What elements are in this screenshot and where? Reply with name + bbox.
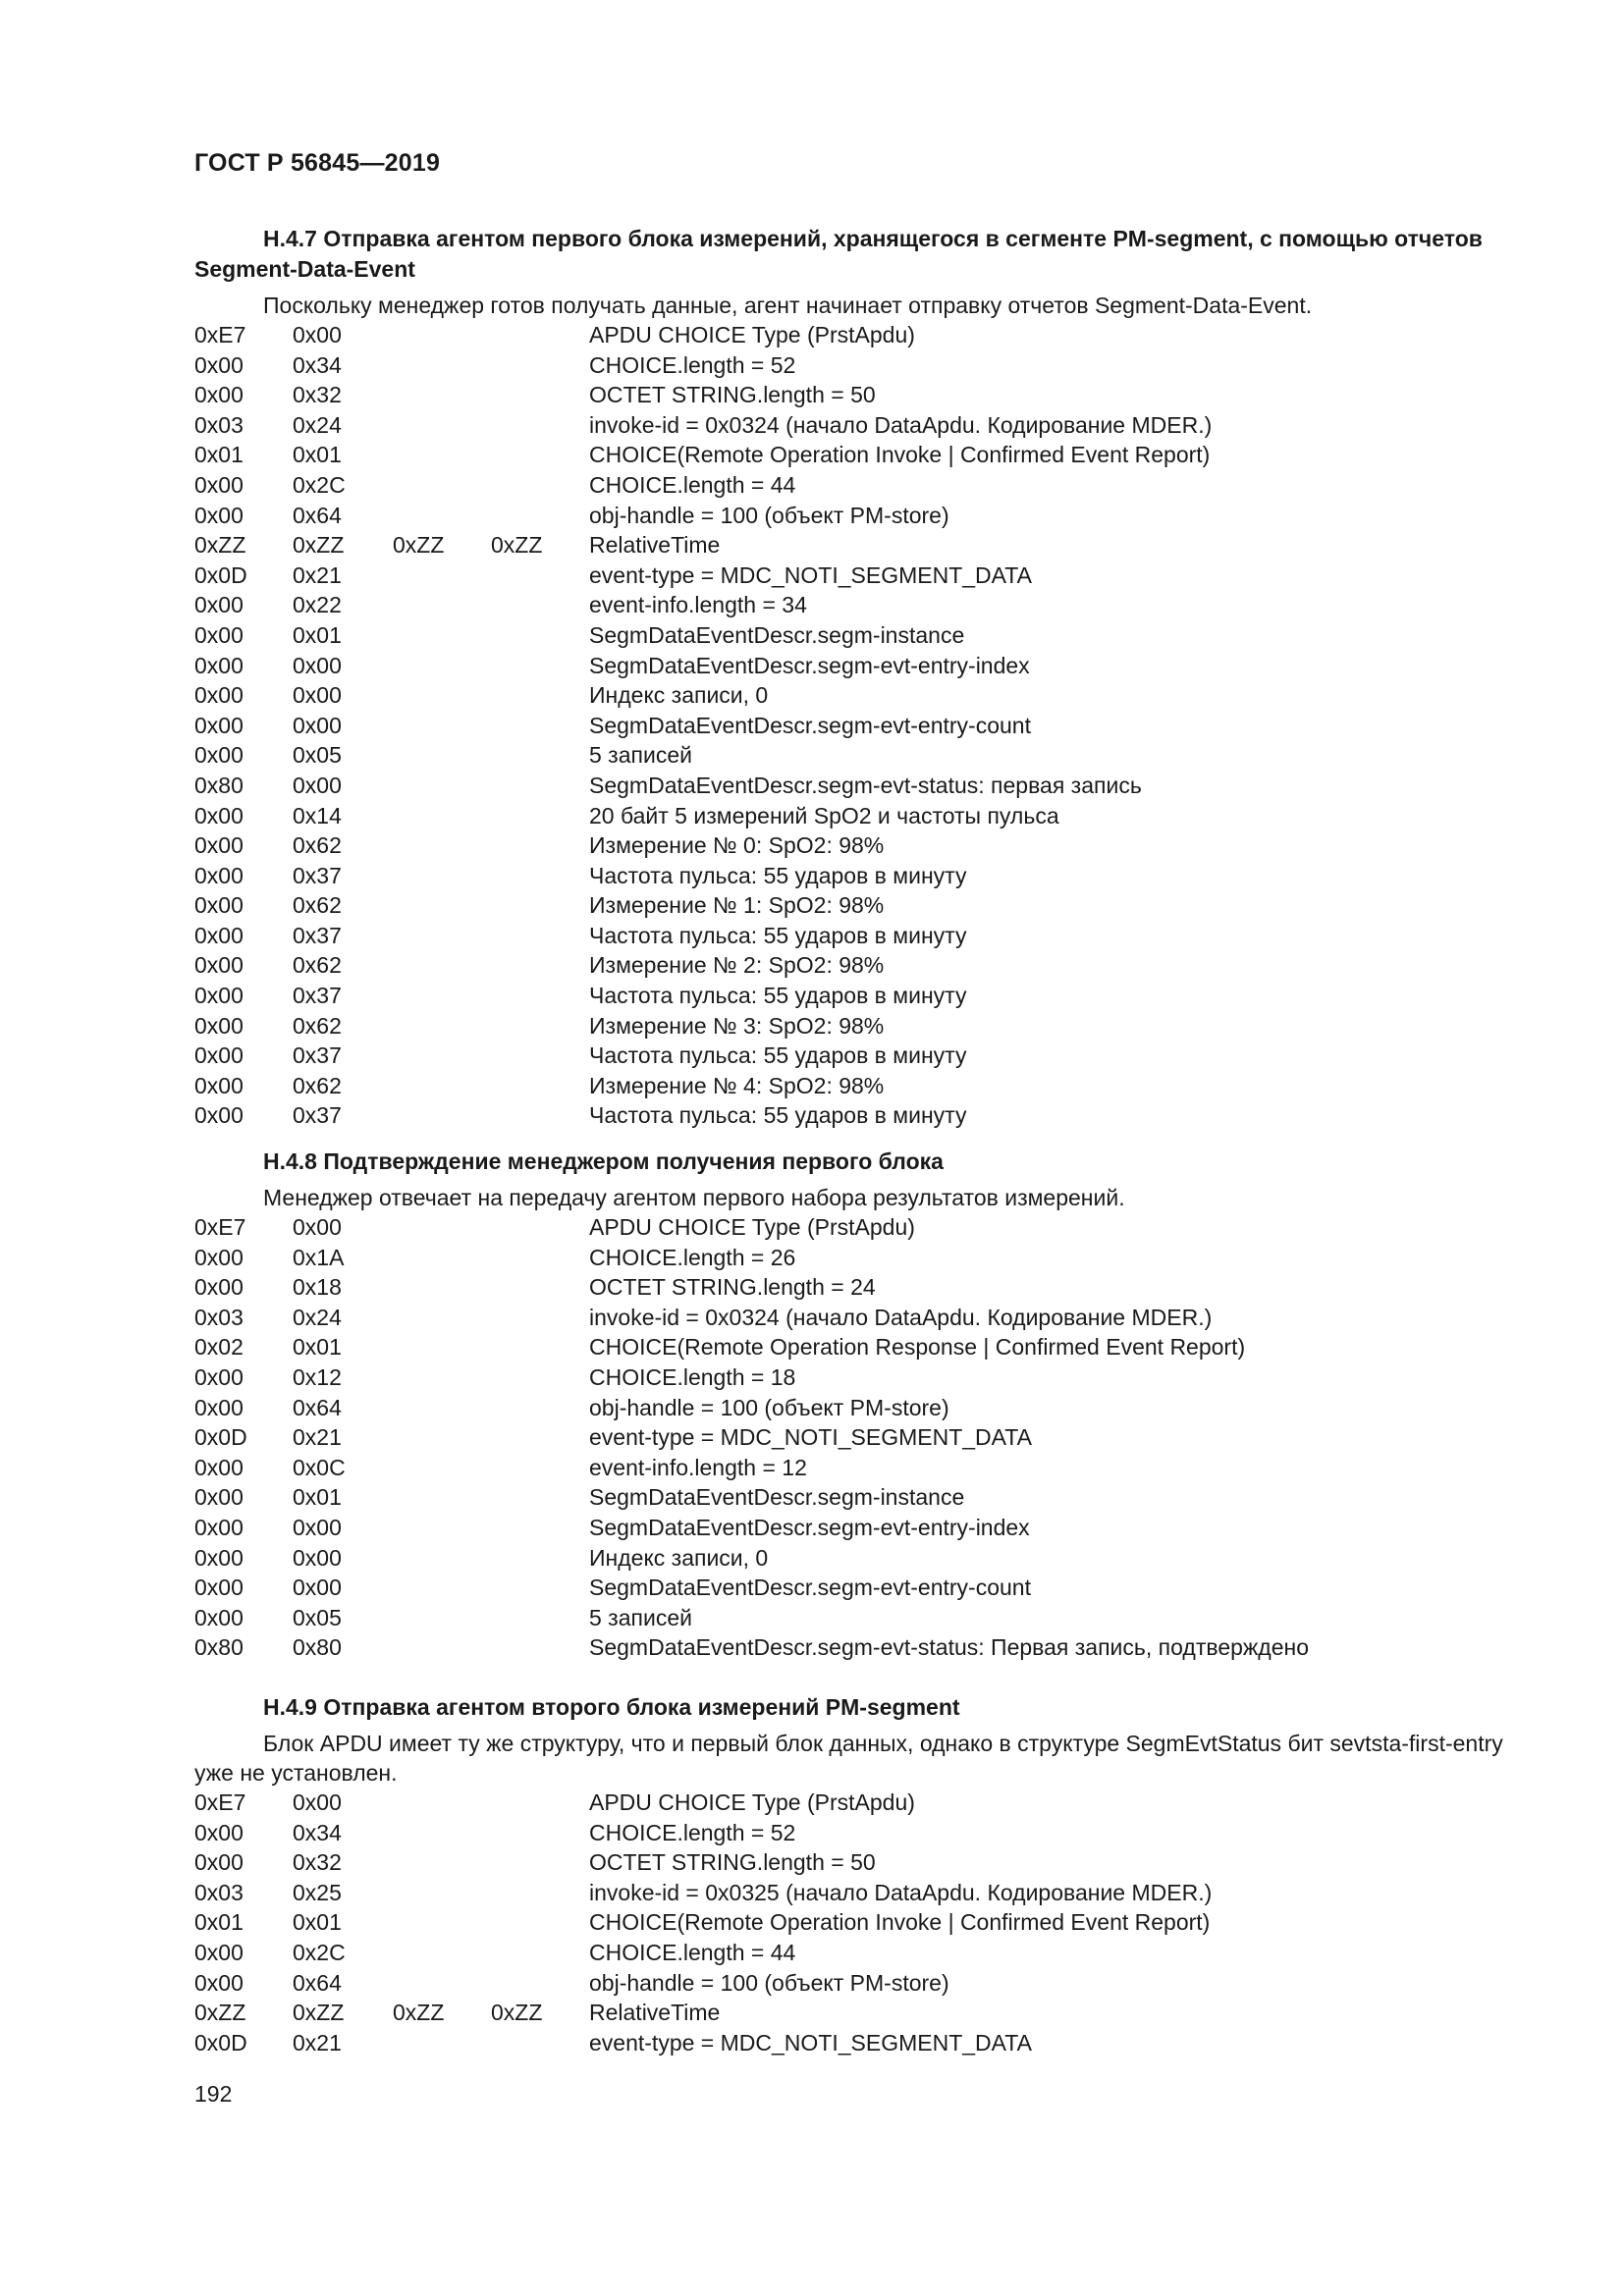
byte-value: 0x62: [293, 1072, 342, 1098]
byte-description: SegmDataEventDescr.segm-evt-entry-count: [589, 1575, 1031, 1601]
section-heading: H.4.9 Отправка агентом второго блока измерений PM-segment: [263, 1694, 960, 1720]
byte-value: 0x01: [194, 442, 244, 468]
byte-value: 0x62: [293, 952, 342, 979]
byte-row: [194, 1907, 1530, 1938]
section-intro: Менеджер отвечает на передачу агентом первого набора результатов измерений.: [263, 1185, 1125, 1210]
byte-value: 0x00: [293, 1514, 342, 1540]
section-h49: [194, 1692, 1530, 2057]
byte-value: 0x00: [194, 1072, 244, 1098]
byte-row: [194, 830, 1530, 861]
byte-row: [194, 1362, 1530, 1393]
byte-value: 0x00: [194, 1244, 244, 1270]
byte-value: 0x64: [293, 1394, 342, 1420]
byte-row: [194, 1332, 1530, 1362]
byte-description: OCTET STRING.length = 24: [589, 1274, 876, 1301]
byte-description: CHOICE(Remote Operation Invoke | Confirmed Event Report): [589, 1909, 1211, 1936]
byte-value: 0xE7: [194, 1214, 246, 1240]
byte-value: 0x00: [194, 592, 244, 618]
byte-value: 0x00: [194, 952, 244, 979]
byte-row: [194, 1011, 1530, 1041]
byte-value: 0x00: [194, 832, 244, 859]
byte-row: [194, 1938, 1530, 1968]
byte-value: 0x00: [194, 1454, 244, 1480]
byte-description: invoke-id = 0x0324 (начало DataApdu. Кодирование MDER.): [589, 411, 1213, 438]
byte-value: 0x00: [194, 1363, 244, 1390]
byte-value: 0x00: [293, 1214, 342, 1240]
byte-row: [194, 1573, 1530, 1603]
byte-row: [194, 1878, 1530, 1908]
byte-row: [194, 530, 1530, 561]
byte-value: 0x1A: [293, 1244, 345, 1270]
byte-row: [194, 1632, 1530, 1663]
byte-value: 0x00: [194, 1274, 244, 1301]
byte-value: 0x03: [194, 411, 244, 438]
byte-value: 0x21: [293, 1424, 342, 1451]
byte-row: [194, 1453, 1530, 1483]
byte-row: [194, 470, 1530, 501]
byte-value: 0x00: [293, 1544, 342, 1571]
byte-value: 0x01: [293, 1334, 342, 1361]
byte-description: 5 записей: [589, 742, 692, 769]
byte-value: 0xZZ: [393, 2000, 445, 2026]
byte-description: APDU CHOICE Type (PrstApdu): [589, 322, 915, 347]
byte-row: [194, 680, 1530, 711]
byte-description: event-type = MDC_NOTI_SEGMENT_DATA: [589, 561, 1032, 588]
byte-value: 0x80: [194, 1634, 244, 1661]
byte-value: 0x37: [293, 922, 342, 948]
byte-row: [194, 1243, 1530, 1273]
byte-value: 0x62: [293, 1012, 342, 1039]
byte-description: obj-handle = 100 (объект PM-store): [589, 1969, 949, 1996]
byte-row: [194, 1272, 1530, 1303]
byte-value: 0x24: [293, 1304, 342, 1330]
byte-row: [194, 801, 1530, 831]
byte-value: 0x80: [194, 772, 244, 798]
byte-description: 20 байт 5 измерений SpO2 и частоты пульса: [589, 802, 1059, 828]
byte-value: 0x0C: [293, 1454, 346, 1480]
byte-row: [194, 651, 1530, 681]
byte-value: 0x00: [194, 1102, 244, 1129]
byte-row: [194, 380, 1530, 410]
byte-value: 0x25: [293, 1879, 342, 1905]
byte-value: 0x32: [293, 382, 342, 408]
byte-row: [194, 1513, 1530, 1543]
byte-value: 0x00: [194, 471, 244, 498]
byte-description: SegmDataEventDescr.segm-evt-status: первая запись: [589, 772, 1142, 798]
byte-description: APDU CHOICE Type (PrstApdu): [589, 1789, 915, 1815]
byte-description: CHOICE.length = 44: [589, 471, 796, 498]
byte-row: [194, 1968, 1530, 1999]
byte-row: [194, 1603, 1530, 1633]
byte-row: [194, 1788, 1530, 1818]
byte-row: [194, 921, 1530, 951]
section-h47: [194, 224, 1530, 1131]
byte-value: 0x64: [293, 502, 342, 528]
byte-value: 0x00: [194, 1394, 244, 1420]
byte-description: CHOICE(Remote Operation Response | Confirmed Event Report): [589, 1334, 1246, 1361]
byte-row: [194, 861, 1530, 891]
byte-row: [194, 1303, 1530, 1333]
byte-row: [194, 1071, 1530, 1101]
byte-value: 0x01: [293, 442, 342, 468]
byte-value: 0x01: [293, 1484, 342, 1511]
byte-value: 0x37: [293, 1102, 342, 1129]
byte-row: [194, 981, 1530, 1011]
byte-description: Частота пульса: 55 ударов в минуту: [589, 922, 967, 948]
byte-description: APDU CHOICE Type (PrstApdu): [589, 1214, 915, 1240]
byte-value: 0x00: [194, 682, 244, 709]
byte-value: 0x00: [194, 892, 244, 919]
byte-value: 0x00: [194, 652, 244, 678]
byte-value: 0xZZ: [293, 532, 345, 559]
byte-row: [194, 410, 1530, 441]
byte-description: RelativeTime: [589, 2000, 721, 2026]
section-intro: Поскольку менеджер готов получать данные, агент начинает отправку отчетов Segment-Data-Event.: [263, 293, 1313, 318]
byte-value: 0x80: [293, 1634, 342, 1661]
byte-description: CHOICE.length = 26: [589, 1244, 796, 1270]
byte-value: 0x00: [194, 1969, 244, 1996]
byte-description: Измерение № 0: SpO2: 98%: [589, 832, 885, 859]
byte-row: [194, 1482, 1530, 1513]
byte-value: 0x00: [194, 1012, 244, 1039]
byte-value: 0x00: [194, 983, 244, 1009]
byte-value: 0x22: [293, 592, 342, 618]
byte-value: 0x00: [194, 1484, 244, 1511]
byte-description: Индекс записи, 0: [589, 682, 769, 709]
byte-value: 0x02: [194, 1334, 244, 1361]
byte-value: 0x18: [293, 1274, 342, 1301]
byte-value: 0xE7: [194, 322, 246, 347]
byte-description: CHOICE.length = 52: [589, 1819, 796, 1845]
byte-value: 0x00: [194, 862, 244, 888]
byte-value: 0x37: [293, 862, 342, 888]
byte-row: [194, 771, 1530, 801]
byte-value: 0x01: [293, 1909, 342, 1936]
byte-row: [194, 711, 1530, 741]
byte-value: 0x34: [293, 351, 342, 378]
document-header: ГОСТ Р 56845—2019: [194, 149, 441, 177]
byte-value: 0x03: [194, 1304, 244, 1330]
byte-description: CHOICE.length = 18: [589, 1363, 796, 1390]
byte-description: event-info.length = 34: [589, 592, 807, 618]
byte-description: invoke-id = 0x0324 (начало DataApdu. Кодирование MDER.): [589, 1304, 1213, 1330]
byte-value: 0x05: [293, 742, 342, 769]
byte-row: [194, 2028, 1530, 2058]
byte-value: 0x00: [194, 382, 244, 408]
byte-value: 0x00: [194, 1939, 244, 1965]
byte-description: Измерение № 4: SpO2: 98%: [589, 1072, 885, 1098]
byte-value: 0x00: [194, 742, 244, 769]
byte-row: [194, 320, 1530, 350]
byte-description: Частота пульса: 55 ударов в минуту: [589, 1042, 967, 1069]
byte-row: [194, 1393, 1530, 1423]
byte-row: [194, 950, 1530, 981]
byte-value: 0x00: [194, 1849, 244, 1876]
byte-row: [194, 561, 1530, 591]
section-h48: [194, 1147, 1530, 1663]
byte-value: 0x2C: [293, 471, 346, 498]
byte-value: 0x00: [194, 1544, 244, 1571]
byte-value: 0x00: [293, 712, 342, 738]
byte-description: Частота пульса: 55 ударов в минуту: [589, 862, 967, 888]
byte-description: SegmDataEventDescr.segm-instance: [589, 1484, 965, 1511]
byte-row: [194, 501, 1530, 531]
byte-value: 0x12: [293, 1363, 342, 1390]
byte-value: 0x62: [293, 892, 342, 919]
byte-row: [194, 590, 1530, 620]
byte-value: 0x00: [194, 802, 244, 828]
byte-description: SegmDataEventDescr.segm-evt-status: Первая запись, подтверждено: [589, 1634, 1309, 1661]
page-number: 192: [194, 2081, 233, 2107]
byte-value: 0x00: [194, 1514, 244, 1540]
byte-row: [194, 1998, 1530, 2028]
byte-value: 0x24: [293, 411, 342, 438]
byte-value: 0x0D: [194, 561, 247, 588]
byte-row: [194, 1818, 1530, 1848]
byte-value: 0xZZ: [491, 2000, 543, 2026]
byte-description: SegmDataEventDescr.segm-evt-entry-index: [589, 652, 1030, 678]
byte-value: 0x2C: [293, 1939, 346, 1965]
byte-value: 0xZZ: [194, 2000, 246, 2026]
byte-value: 0x00: [194, 621, 244, 648]
byte-value: 0x32: [293, 1849, 342, 1876]
byte-value: 0x00: [194, 502, 244, 528]
byte-row: [194, 350, 1530, 381]
byte-row: [194, 1100, 1530, 1131]
byte-description: event-type = MDC_NOTI_SEGMENT_DATA: [589, 2029, 1032, 2056]
byte-description: Частота пульса: 55 ударов в минуту: [589, 983, 967, 1009]
byte-description: Измерение № 1: SpO2: 98%: [589, 892, 885, 919]
byte-value: 0xZZ: [491, 532, 543, 559]
byte-value: 0x03: [194, 1879, 244, 1905]
byte-row: [194, 1041, 1530, 1071]
byte-description: invoke-id = 0x0325 (начало DataApdu. Кодирование MDER.): [589, 1879, 1213, 1905]
byte-row: [194, 1212, 1530, 1243]
byte-value: 0x00: [194, 351, 244, 378]
byte-description: SegmDataEventDescr.segm-instance: [589, 621, 965, 648]
byte-description: event-info.length = 12: [589, 1454, 807, 1480]
byte-description: CHOICE.length = 44: [589, 1939, 796, 1965]
section-heading: H.4.8 Подтверждение менеджером получения первого блока: [263, 1148, 944, 1174]
byte-row: [194, 890, 1530, 921]
byte-row: [194, 1847, 1530, 1878]
byte-description: OCTET STRING.length = 50: [589, 382, 876, 408]
byte-value: 0x00: [293, 322, 342, 347]
byte-description: Измерение № 3: SpO2: 98%: [589, 1012, 885, 1039]
byte-table: [194, 1788, 1530, 2057]
byte-table: [194, 1212, 1530, 1663]
byte-value: 0x0D: [194, 2029, 247, 2056]
byte-value: 0x01: [293, 621, 342, 648]
byte-value: 0x00: [293, 772, 342, 798]
byte-value: 0x00: [194, 922, 244, 948]
byte-row: [194, 440, 1530, 470]
byte-value: 0xE7: [194, 1789, 246, 1815]
byte-value: 0x0D: [194, 1424, 247, 1451]
byte-description: Индекс записи, 0: [589, 1544, 769, 1571]
byte-value: 0x05: [293, 1604, 342, 1630]
byte-description: obj-handle = 100 (объект PM-store): [589, 502, 949, 528]
byte-description: CHOICE(Remote Operation Invoke | Confirmed Event Report): [589, 442, 1211, 468]
byte-value: 0x21: [293, 2029, 342, 2056]
byte-description: SegmDataEventDescr.segm-evt-entry-count: [589, 712, 1031, 738]
byte-value: 0x00: [293, 682, 342, 709]
section-intro: Блок APDU имеет ту же структуру, что и первый блок данных, однако в структуре SegmEvtStatus бит sevtsta-first-entry уже не установлен.: [194, 1731, 1503, 1786]
byte-value: 0x00: [194, 1819, 244, 1845]
byte-row: [194, 1543, 1530, 1574]
byte-value: 0x00: [293, 1575, 342, 1601]
byte-value: 0xZZ: [194, 532, 246, 559]
byte-value: 0x21: [293, 561, 342, 588]
byte-value: 0x01: [194, 1909, 244, 1936]
byte-value: 0x00: [194, 1575, 244, 1601]
byte-value: 0xZZ: [293, 2000, 345, 2026]
byte-description: Измерение № 2: SpO2: 98%: [589, 952, 885, 979]
byte-value: 0x00: [293, 1789, 342, 1815]
byte-description: 5 записей: [589, 1604, 692, 1630]
byte-row: [194, 1422, 1530, 1453]
byte-value: 0x00: [194, 1604, 244, 1630]
byte-description: obj-handle = 100 (объект PM-store): [589, 1394, 949, 1420]
byte-row: [194, 620, 1530, 651]
byte-value: 0x62: [293, 832, 342, 859]
byte-description: OCTET STRING.length = 50: [589, 1849, 876, 1876]
byte-value: 0x34: [293, 1819, 342, 1845]
byte-value: 0x00: [194, 712, 244, 738]
byte-description: RelativeTime: [589, 532, 721, 559]
byte-value: 0x00: [194, 1042, 244, 1069]
byte-row: [194, 740, 1530, 771]
byte-description: Частота пульса: 55 ударов в минуту: [589, 1102, 967, 1129]
byte-table: [194, 320, 1530, 1131]
section-heading: H.4.7 Отправка агентом первого блока измерений, хранящегося в сегменте PM-segment, с помощью отчетов Segment-Data-Event: [194, 226, 1483, 282]
byte-value: 0x37: [293, 1042, 342, 1069]
byte-description: SegmDataEventDescr.segm-evt-entry-index: [589, 1514, 1030, 1540]
byte-description: CHOICE.length = 52: [589, 351, 796, 378]
byte-value: 0x37: [293, 983, 342, 1009]
byte-value: 0x64: [293, 1969, 342, 1996]
byte-value: 0xZZ: [393, 532, 445, 559]
byte-description: event-type = MDC_NOTI_SEGMENT_DATA: [589, 1424, 1032, 1451]
byte-value: 0x14: [293, 802, 342, 828]
byte-value: 0x00: [293, 652, 342, 678]
